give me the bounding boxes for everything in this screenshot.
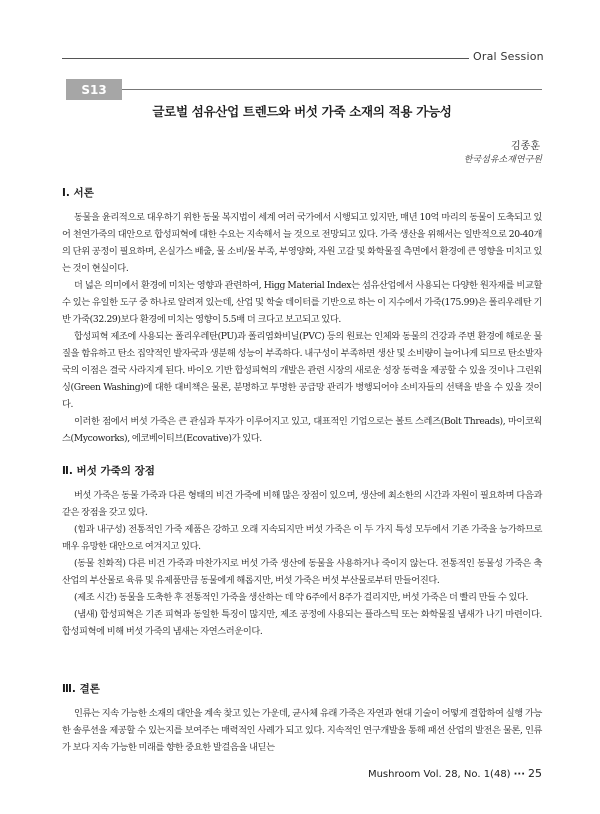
section-introduction [62, 185, 542, 447]
paragraph: 합성피혁 제조에 사용되는 폴리우레탄(PU)과 폴리염화비닐(PVC) 등의 원료는 인체와 동물의 건강과 주변 환경에 해로운 물질을 함유하고 탄소 집약적인 발자국과 생분해 성능이 부족하다. 내구성이 부족하면 생산 및 소비량이 늘어나게 되므로 탄소발자국의 이점은 결국 사라지게 된다. 바이오 기반 합성피혁의 개발은 관련 시장의 새로운 성장 동력을 제공할 수 있을 것이나 그린워싱(Green Washing)에 대한 대비책은 물론, 분명하고 투명한 공급망 관리가 병행되어야 소비자들의 선택을 받을 수 있을 것이다. [62, 331, 542, 410]
paragraph: (냄새) 합성피혁은 기존 피혁과 동일한 특징이 많지만, 제조 공정에 사용되는 플라스틱 또는 화학물질 냄새가 나기 마련이다. 합성피혁에 비해 버섯 가죽의 냄새는 자연스러운이다. [62, 609, 542, 637]
paragraph: 이러한 점에서 버섯 가죽은 큰 관심과 투자가 이루어지고 있고, 대표적인 기업으로는 볼트 스레즈(Bolt Threads), 마이코웍스(Mycoworks), 에코베이티브(Ecovative)가 있다. [62, 416, 542, 444]
paragraph: 더 넓은 의미에서 환경에 미치는 영향과 관련하여, Higg Material Index는 섬유산업에서 사용되는 다양한 원자재를 비교할 수 있는 유일한 도구 중 하나로 알려져 있는데, 산업 및 학술 데이터를 기반으로 하는 이 지수에서 가죽(175.99)은 폴리우레탄 기반 가죽(32.29)보다 환경에 미치는 영향이 5.5배 더 크다고 보고되고 있다. [62, 280, 542, 325]
page-number: 25 [528, 767, 542, 780]
paragraph: (제조 시간) 동물을 도축한 후 전통적인 가죽을 생산하는 데 약 6주에서 8주가 걸리지만, 버섯 가죽은 더 빨리 만들 수 있다. [74, 592, 529, 603]
session-code-badge: S13 [66, 79, 122, 100]
paragraph: 인류는 지속 가능한 소재의 대안을 계속 찾고 있는 가운데, 균사체 유래 가죽은 자연과 현대 기술이 어떻게 결합하여 실행 가능한 솔루션을 제공할 수 있는지를 보여주는 매력적인 사례가 되고 있다. 지속적인 연구개발을 통해 패션 산업의 발전은 물론, 인류가 보다 지속 가능한 미래를 향한 중요한 발걸음을 내딛는 [62, 708, 542, 753]
section-conclusion [62, 681, 542, 756]
author-name: 김종훈 [511, 141, 540, 152]
page-footer [368, 767, 542, 780]
footer-dots: ··· [513, 769, 525, 780]
paragraph: 동물을 윤리적으로 대우하기 위한 동물 복지법이 세계 여러 국가에서 시행되고 있지만, 매년 10억 마리의 동물이 도축되고 있어 천연가죽의 대안으로 합성피혁에 대한 수요는 지속해서 늘 것으로 전망되고 있다. 가죽 생산을 위해서는 일반적으로 20-40개의 단위 공정이 필요하며, 온실가스 배출, 물 소비/물 부족, 부영양화, 자원 고갈 및 화학물질 측면에서 환경에 큰 영향을 미치고 있는 것이 현실이다. [62, 212, 542, 274]
section-heading: Ⅲ. 결론 [62, 683, 100, 695]
session-label: Oral Session [473, 50, 544, 63]
paragraph: (동물 친화적) 다른 비건 가죽과 마찬가지로 버섯 가죽 생산에 동물을 사용하거나 죽이지 않는다. 전통적인 동물성 가죽은 축산업의 부산물로 육류 및 유제품만큼 동물에게 해롭지만, 버섯 가죽은 버섯 부산물로부터 만들어진다. [62, 558, 542, 586]
paragraph: 버섯 가죽은 동물 가죽과 다른 형태의 비건 가죽에 비해 많은 장점이 있으며, 생산에 최소한의 시간과 자원이 필요하며 다음과 같은 장점을 갖고 있다. [62, 490, 542, 518]
paragraph: (힘과 내구성) 전통적인 가죽 제품은 강하고 오래 지속되지만 버섯 가죽은 이 두 가지 특성 모두에서 기존 가죽을 능가하므로 매우 유망한 대안으로 여겨지고 있다. [62, 524, 542, 552]
section-advantages [62, 463, 542, 640]
section-heading: Ⅱ. 버섯 가죽의 장점 [62, 465, 155, 477]
section-heading: Ⅰ. 서론 [62, 187, 94, 199]
article-title: 글로벌 섬유산업 트렌드와 버섯 가죽 소재의 적용 가능성 [152, 104, 452, 119]
journal-citation: Mushroom Vol. 28, No. 1(48) [367, 769, 511, 780]
header-rule [62, 58, 469, 59]
badge-rule [122, 89, 542, 90]
author-affiliation: 한국섬유소재연구원 [463, 155, 542, 165]
